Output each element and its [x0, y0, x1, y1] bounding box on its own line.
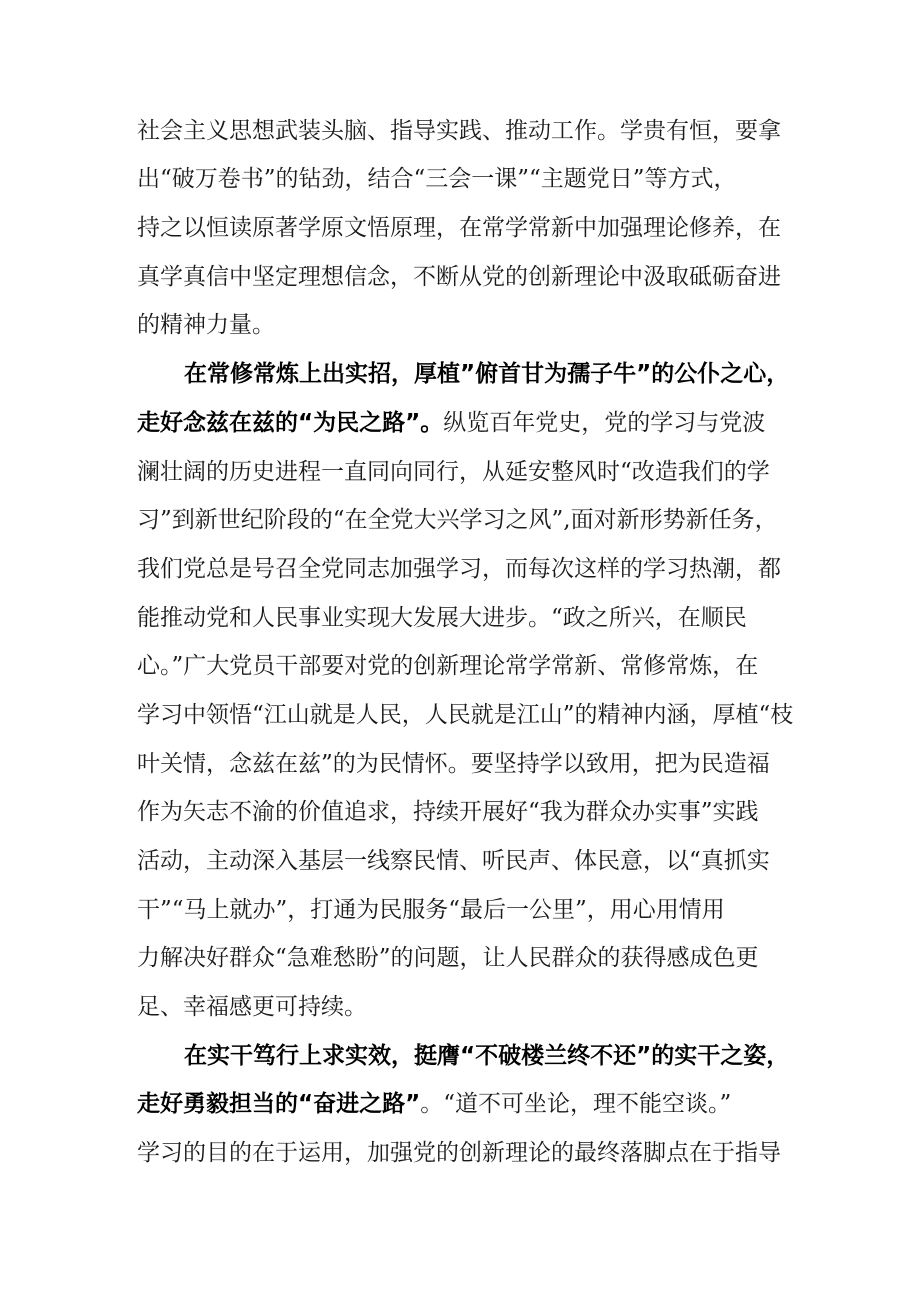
- p2-line-4: 习”到新世纪阶段的“在全党大兴学习之风”,面对新形势新任务，: [137, 507, 778, 533]
- p2-line-2-text: 纵览百年党史，党的学习与党波: [443, 410, 766, 436]
- p2-line-8: 学习中领悟“江山就是人民，人民就是江山”的精神内涵，厚植“枝: [137, 702, 794, 728]
- p2-heading-line-2: 走好念兹在兹的“为民之路”。: [137, 410, 444, 436]
- p2-line-7: 心。”广大党员干部要对党的创新理论常学常新、常修常炼，在: [137, 653, 759, 679]
- p2-line-13: 力解决好群众“急难愁盼”的问题，让人民群众的获得感成色更: [137, 945, 759, 971]
- p1-line-1: 社会主义思想武装头脑、指导实践、推动工作。学贵有恒，要拿: [137, 118, 781, 144]
- p1-line-3: 持之以恒读原著学原文悟原理，在常学常新中加强理论修养，在: [137, 215, 781, 241]
- p2-line-2: [137, 408, 765, 438]
- p3-line-2: [137, 1089, 731, 1119]
- p3-heading-line-2: 走好勇毅担当的“奋进之路”: [137, 1091, 421, 1117]
- p2-line-9: 叶关情，念兹在兹”的为民情怀。要坚持学以致用，把为民造福: [137, 751, 770, 777]
- p2-line-5: 我们党总是号召全党同志加强学习，而每次这样的学习热潮，都: [137, 556, 781, 582]
- p2-line-10: 作为矢志不渝的价值追求，持续开展好“我为群众办实事”实践: [137, 799, 759, 825]
- p1-line-5: 的精神力量。: [137, 312, 275, 338]
- p2-heading-line-1: 在常修常炼上出实招，厚植”俯首甘为孺子牛”的公仆之心，: [184, 361, 790, 387]
- p3-line-2-text: 。“道不可坐论，理不能空谈。”: [420, 1091, 732, 1117]
- p2-line-3: 澜壮阔的历史进程一直同向同行，从延安整风时“改造我们的学: [137, 459, 770, 485]
- p2-line-11: 活动，主动深入基层一线察民情、听民声、体民意，以“真抓实: [137, 848, 770, 874]
- p2-line-14: 足、幸福感更可持续。: [137, 994, 367, 1020]
- p3-heading-line-1: 在实干笃行上求实效，挺膺“不破楼兰终不还”的实干之姿，: [184, 1043, 790, 1069]
- p3-line-3: 学习的目的在于运用，加强党的创新理论的最终落脚点在于指导: [137, 1140, 781, 1166]
- p1-line-4: 真学真信中坚定理想信念，不断从党的创新理论中汲取砥砺奋进: [137, 264, 781, 290]
- p2-line-6: 能推动党和人民事业实现大发展大进步。“政之所兴，在顺民: [137, 605, 747, 631]
- p1-line-2: 出“破万卷书”的钻劲，结合“三会一课”“主题党日”等方式，: [137, 166, 737, 192]
- p2-line-12: 干”“马上就办”，打通为民服务“最后一公里”，用心用情用: [137, 897, 725, 923]
